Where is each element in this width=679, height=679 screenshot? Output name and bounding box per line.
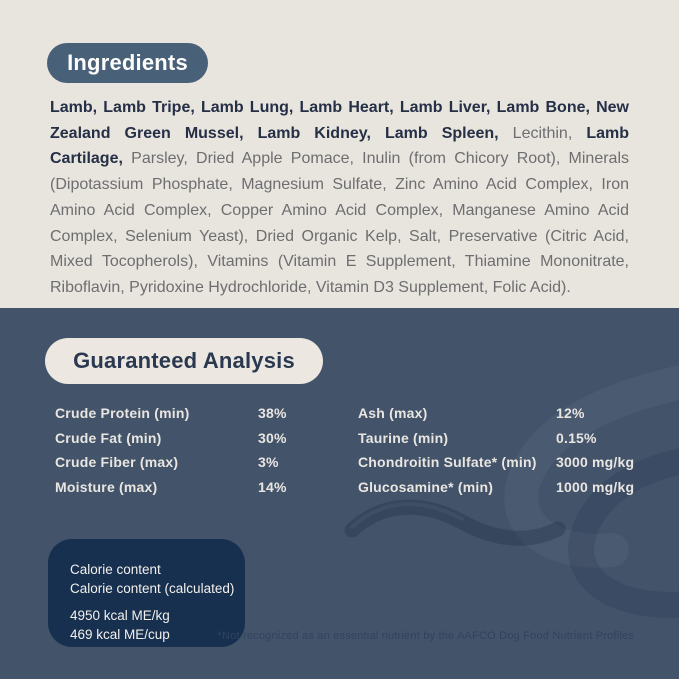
analysis-label: Crude Fiber (max): [55, 454, 179, 471]
guaranteed-analysis-title: Guaranteed Analysis: [73, 348, 295, 373]
ingredients-segment-main-proteins: Lamb, Lamb Tripe, Lamb Lung, Lamb Heart, Lamb Liver, Lamb Bone, New Zealand Green Mussel, Lamb Kidney, Lamb Spleen,: [50, 99, 629, 142]
analysis-value: 1000 mg/kg: [556, 479, 635, 496]
analysis-value: 3000 mg/kg: [556, 454, 635, 471]
analysis-value: 38%: [258, 405, 287, 422]
ingredients-title: Ingredients: [67, 50, 188, 75]
ingredients-paragraph: [50, 95, 629, 301]
guaranteed-analysis-header-pill: [45, 338, 323, 384]
calorie-spacer: [70, 598, 245, 606]
calorie-content-label: Calorie content: [70, 562, 161, 577]
analysis-table-right-column: [358, 401, 634, 499]
analysis-value: 14%: [258, 479, 287, 496]
analysis-value: 30%: [258, 429, 287, 446]
analysis-table-left-column: [55, 401, 287, 499]
guaranteed-analysis-section: [0, 308, 679, 679]
ingredients-segment-cartilage: Lamb Cartilage,: [50, 124, 629, 168]
analysis-label: Moisture (max): [55, 479, 158, 496]
calorie-content-box: [48, 539, 245, 647]
analysis-value: 0.15%: [556, 429, 597, 446]
analysis-label: Glucosamine* (min): [358, 479, 494, 496]
ingredients-segment-other: Parsley, Dried Apple Pomace, Inulin (from Chicory Root), Minerals (Dipotassium Phosphate, Magnesium Sulfate, Zinc Amino Acid Complex, Iron Amino Acid Complex, Copper Amino Acid Complex, Manganese Amino Acid Complex, Selenium Yeast), Dried Organic Kelp, Salt, Preservative (Citric Acid, Mixed Tocopherols), Vitamins (Vitamin E Supplement, Thiamine Mononitrate, Riboflavin, Pyridoxine Hydrochloride, Vitamin D3 Supplement, Folic Acid).: [50, 150, 630, 296]
ingredients-segment-lecithin: Lecithin,: [512, 124, 587, 142]
ingredients-section: [0, 0, 679, 308]
aafco-footnote: *Not recognized as an essential nutrient by the AAFCO Dog Food Nutrient Profiles: [217, 630, 634, 642]
calorie-kcal-per-kg: 4950 kcal ME/kg: [70, 608, 170, 623]
analysis-label: Ash (max): [358, 405, 428, 422]
analysis-label: Taurine (min): [358, 429, 449, 446]
analysis-value: 12%: [556, 405, 585, 422]
analysis-label: Crude Protein (min): [55, 405, 190, 422]
analysis-label: Chondroitin Sulfate* (min): [358, 454, 537, 471]
ingredients-header-pill: [47, 43, 208, 83]
analysis-label: Crude Fat (min): [55, 429, 162, 446]
analysis-value: 3%: [258, 454, 279, 471]
calorie-content-calculated-label: Calorie content (calculated): [70, 581, 235, 596]
calorie-kcal-per-cup: 469 kcal ME/cup: [70, 627, 170, 642]
